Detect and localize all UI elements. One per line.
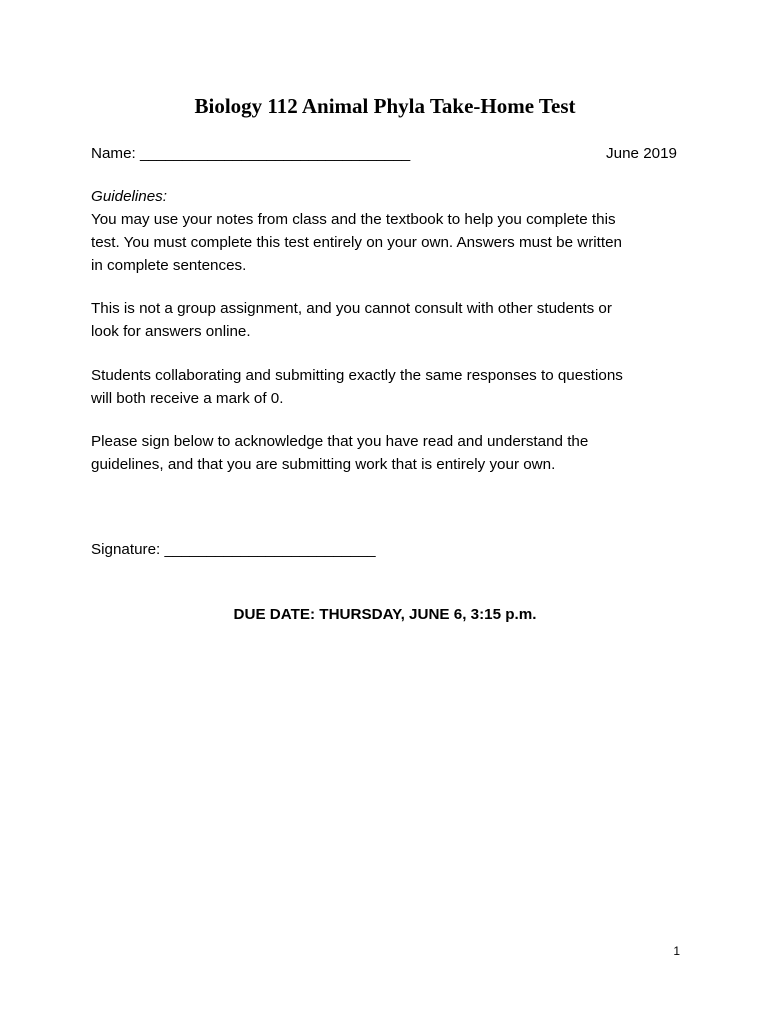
page-number: 1 <box>673 944 680 958</box>
document-date: June 2019 <box>606 145 677 162</box>
signature-line: Signature: _________________________ <box>91 541 376 558</box>
paragraph-3-line-2: will both receive a mark of 0. <box>91 390 284 407</box>
name-field-line: Name: ________________________________ <box>91 145 411 162</box>
paragraph-2-line-1: This is not a group assignment, and you cannot consult with other students or <box>91 300 612 317</box>
paragraph-1-line-2: test. You must complete this test entirely on your own. Answers must be written <box>91 234 622 251</box>
paragraph-4-line-2: guidelines, and that you are submitting work that is entirely your own. <box>91 456 556 473</box>
document-title: Biology 112 Animal Phyla Take-Home Test <box>194 94 576 118</box>
paragraph-3-line-1: Students collaborating and submitting exactly the same responses to questions <box>91 367 623 384</box>
paragraph-1-line-3: in complete sentences. <box>91 257 247 274</box>
due-date: DUE DATE: THURSDAY, JUNE 6, 3:15 p.m. <box>233 606 537 623</box>
paragraph-4-line-1: Please sign below to acknowledge that you have read and understand the <box>91 433 589 450</box>
paragraph-2-line-2: look for answers online. <box>91 323 251 340</box>
guidelines-heading: Guidelines: <box>91 188 167 205</box>
paragraph-1-line-1: You may use your notes from class and the textbook to help you complete this <box>91 211 616 228</box>
